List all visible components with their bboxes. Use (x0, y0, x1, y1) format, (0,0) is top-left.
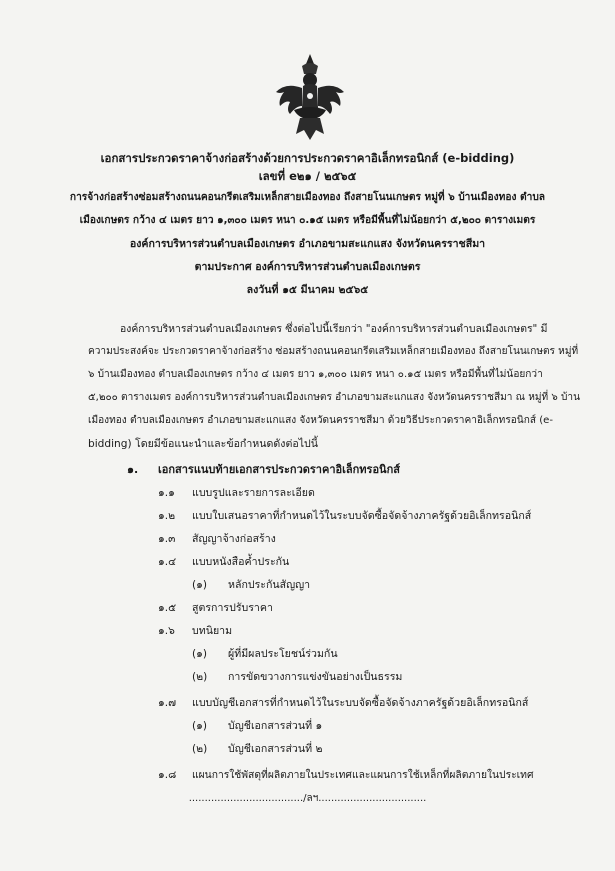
intro-line-3: ๖ บ้านเมืองทอง ตำบลเมืองเกษตร กว้าง ๔ เมตร ยาว ๑,๓๐๐ เมตร หนา ๐.๑๕ เมตร หรือมีพื้นที่ไม่น้อยกว่า (88, 369, 543, 380)
garuda-emblem-icon (272, 52, 348, 144)
list-item-text: สัญญาจ้างก่อสร้าง (192, 533, 276, 545)
list-item-number: ๑.๓ (158, 533, 176, 545)
sub-item-number: (๑) (192, 648, 207, 660)
document-number: เลขที่ e๒๑ / ๒๕๖๕ (258, 169, 357, 183)
sub-item-number: (๑) (192, 720, 207, 732)
sub-item-text: บัญชีเอกสารส่วนที่ ๒ (228, 743, 323, 755)
announcement-line: ตามประกาศ องค์การบริหารส่วนตำบลเมืองเกษตร (194, 261, 421, 273)
list-item-text: แบบบัญชีเอกสารที่กำหนดไว้ในระบบจัดซื้อจัดจ้างภาครัฐด้วยอิเล็กทรอนิกส์ (192, 697, 529, 709)
list-item-text: แผนการใช้พัสดุที่ผลิตภายในประเทศและแผนการใช้เหล็กที่ผลิตภายในประเทศ (192, 769, 534, 781)
project-line-3: องค์การบริหารส่วนตำบลเมืองเกษตร อำเภอขามสะแกแสง จังหวัดนครราชสีมา (129, 238, 486, 250)
document-title: เอกสารประกวดราคาจ้างก่อสร้างด้วยการประกวดราคาอิเล็กทรอนิกส์ (e-bidding) (100, 151, 515, 165)
project-line-2: เมืองเกษตร กว้าง ๔ เมตร ยาว ๑,๓๐๐ เมตร หนา ๐.๑๕ เมตร หรือมีพื้นที่ไม่น้อยกว่า ๕,๒๐๐ ตารางเมตร (79, 215, 536, 226)
sub-item-text: บัญชีเอกสารส่วนที่ ๑ (228, 720, 323, 732)
sub-item-number: (๒) (192, 671, 208, 683)
intro-line-1: องค์การบริหารส่วนตำบลเมืองเกษตร ซึ่งต่อไปนี้เรียกว่า "องค์การบริหารส่วนตำบลเมืองเกษตร" มี (120, 323, 548, 335)
section-number: ๑. (127, 463, 139, 476)
list-item-number: ๑.๕ (158, 602, 177, 614)
list-item-number: ๑.๗ (158, 697, 177, 709)
list-item-text: แบบหนังสือค้ำประกัน (192, 556, 290, 568)
section-title: เอกสารแนบท้ายเอกสารประกวดราคาอิเล็กทรอนิกส์ (158, 463, 400, 476)
list-item-text: แบบรูปและรายการละเอียด (192, 487, 315, 499)
continuation-marker: ..................................../ลฯ.................................. (188, 793, 427, 804)
sub-item-number: (๒) (192, 743, 208, 755)
announcement-date: ลงวันที่ ๑๕ มีนาคม ๒๕๖๕ (246, 284, 369, 296)
intro-line-5: เมืองทอง ตำบลเมืองเกษตร อำเภอขามสะแกแสง จังหวัดนครราชสีมา ด้วยวิธีประกวดราคาอิเล็กทรอนิกส์ (e- (88, 415, 553, 426)
intro-line-6: bidding) โดยมีข้อแนะนำและข้อกำหนดดังต่อไปนี้ (88, 438, 318, 450)
list-item-text: แบบใบเสนอราคาที่กำหนดไว้ในระบบจัดซื้อจัดจ้างภาครัฐด้วยอิเล็กทรอนิกส์ (192, 510, 532, 522)
list-item-text: สูตรการปรับราคา (192, 602, 273, 614)
list-item-number: ๑.๒ (158, 510, 176, 522)
sub-item-number: (๑) (192, 579, 207, 591)
intro-line-4: ๕,๒๐๐ ตารางเมตร องค์การบริหารส่วนตำบลเมืองเกษตร อำเภอขามสะแกแสง จังหวัดนครราชสีมา ณ หมู่ที่ ๖ บ้าน (88, 392, 580, 403)
project-line-1: การจ้างก่อสร้างซ่อมสร้างถนนคอนกรีตเสริมเหล็กสายเมืองทอง ถึงสายโนนเกษตร หมู่ที่ ๖ บ้านเมืองทอง ตำบล (69, 192, 546, 203)
list-item-number: ๑.๖ (158, 625, 175, 637)
intro-line-2: ความประสงค์จะ ประกวดราคาจ้างก่อสร้าง ซ่อมสร้างถนนคอนกรีตเสริมเหล็กสายเมืองทอง ถึงสายโนนเกษตร หมู่ที่ (88, 346, 579, 357)
sub-item-text: หลักประกันสัญญา (228, 579, 311, 591)
list-item-number: ๑.๑ (158, 487, 175, 499)
list-item-text: บทนิยาม (192, 625, 233, 637)
list-item-number: ๑.๔ (158, 556, 177, 568)
sub-item-text: ผู้ที่มีผลประโยชน์ร่วมกัน (228, 648, 338, 660)
list-item-number: ๑.๘ (158, 769, 177, 781)
sub-item-text: การขัดขวางการแข่งขันอย่างเป็นธรรม (228, 671, 403, 683)
